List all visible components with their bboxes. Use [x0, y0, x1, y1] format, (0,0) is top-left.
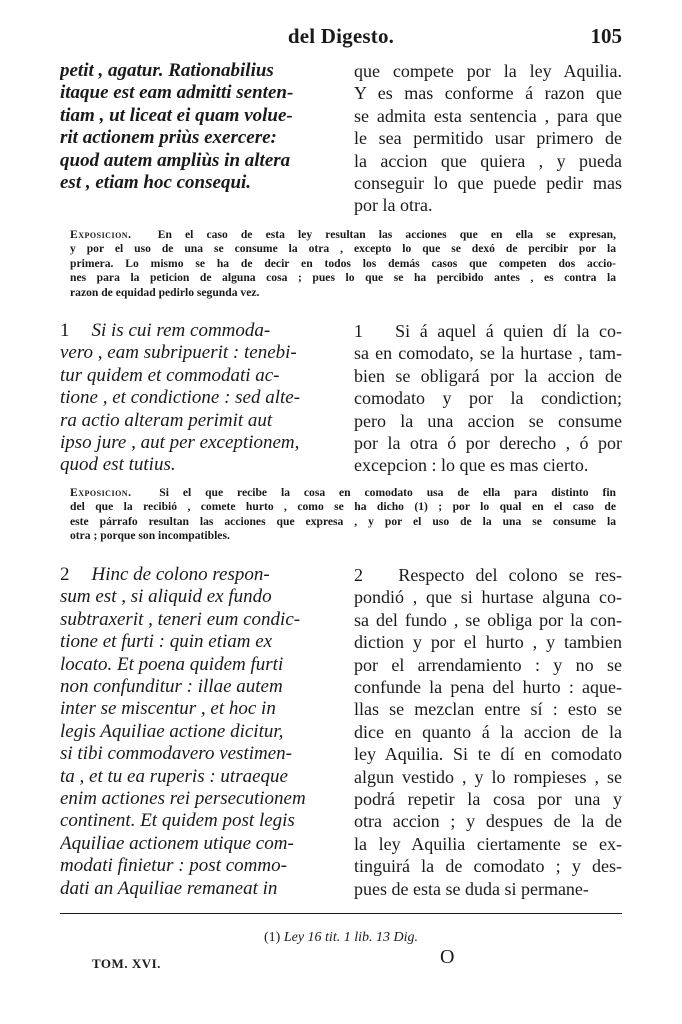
- latin-line: Si is cui rem commoda-: [91, 320, 271, 341]
- spanish-line: confunde la pena del hurto : aque-: [354, 677, 622, 698]
- spanish-line: bien se obligará por la accion de: [354, 365, 622, 386]
- paragraph-number: 1: [60, 320, 70, 341]
- spanish-column: [354, 564, 622, 900]
- latin-line: quod autem ampliùs in altera: [60, 149, 291, 171]
- exposicion-line: razon de equidad pedirlo segunda vez.: [70, 285, 260, 299]
- latin-line: quod est tutius.: [60, 454, 176, 476]
- spanish-line: diction y por el hurto , y tambien: [354, 632, 622, 653]
- latin-line: dati an Aquiliae remaneat in: [60, 877, 278, 899]
- latin-line: inter se miscentur , et hoc in: [60, 698, 276, 720]
- spanish-line: que compete por la ley Aquilia.: [354, 61, 622, 81]
- latin-column: [60, 564, 338, 900]
- spanish-line: por el arrendamiento : y no se: [354, 654, 622, 675]
- latin-line: continent. Et quidem post legis: [60, 810, 295, 832]
- page-number: 105: [590, 24, 622, 48]
- spanish-line: algun vestido , y lo rompieses , se: [354, 766, 622, 787]
- spanish-line: excepcion : lo que es mas cierto.: [354, 455, 589, 476]
- paragraph-number: 1: [354, 321, 363, 341]
- latin-line: tur quidem et commodati ac-: [60, 364, 280, 386]
- latin-line: tione et furti : quin etiam ex: [60, 631, 273, 653]
- latin-line: sum est , si aliquid ex fundo: [60, 586, 272, 608]
- spanish-line: Si á aquel á quien dí la co-: [395, 321, 622, 341]
- exposicion-line: este párrafo resultan las acciones que expresa , y por el uso de la una se consume la: [70, 514, 616, 528]
- latin-line: ra actio alteram perimit aut: [60, 409, 273, 431]
- latin-line: locato. Et poena quidem furti: [60, 653, 284, 675]
- spanish-line: Respecto del colono se res-: [398, 565, 622, 585]
- latin-line: ipso jure , aut per exceptionem,: [60, 432, 300, 454]
- spanish-line: sa del fundo , se obliga por la con-: [354, 609, 622, 630]
- footnote-text: Ley 16 tit. 1 lib. 13 Dig.: [283, 930, 418, 945]
- exposicion-line: nes para la peticion de alguna cosa ; pues lo que se ha percibido antes , es contra la: [70, 271, 616, 285]
- latin-line: Hinc de colono respon-: [91, 564, 270, 585]
- spanish-line: le sea permitido usar primero de: [354, 128, 622, 149]
- latin-line: tiam , ut liceat ei quam volue-: [60, 104, 293, 126]
- exposicion-note-1: [70, 228, 616, 300]
- latin-line: est , etiam hoc consequi.: [60, 172, 252, 194]
- footnote-mark: (1): [264, 930, 281, 945]
- latin-line: rit actionem priùs exercere:: [60, 127, 277, 149]
- signature-mark: O: [440, 946, 455, 968]
- spanish-line: comodato y por la condiction;: [354, 388, 622, 409]
- latin-line: itaque est eam admitti senten-: [60, 82, 294, 104]
- exposicion-label: Exposicion.: [70, 486, 132, 499]
- latin-line: enim actiones rei persecutionem: [60, 788, 306, 810]
- latin-line: non confunditur : illae autem: [60, 676, 283, 698]
- spanish-line: la accion que quiera , y pueda: [354, 150, 622, 171]
- exposicion-line: En el caso de esta ley resultan las acciones que en ella se expresan,: [157, 228, 616, 241]
- spanish-line: sa en comodato, se la hurtase , tam-: [354, 343, 622, 364]
- spanish-line: llas se mezclan entre sí : esto se: [354, 699, 622, 720]
- spanish-line: conseguir lo que puede pedir mas: [354, 173, 622, 194]
- latin-line: legis Aquiliae actione dicitur,: [60, 720, 284, 742]
- spanish-line: pero la una accion se consume: [354, 410, 622, 431]
- running-title: del Digesto.: [287, 24, 395, 48]
- spanish-line: por la otra ó por derecho , ó por: [354, 433, 622, 454]
- spanish-line: dice en quanto á la accion de la: [354, 721, 622, 742]
- latin-line: ta , et tu ea ruperis : utraeque: [60, 765, 288, 787]
- latin-line: subtraxerit , teneri eum condic-: [60, 608, 301, 630]
- spanish-line: pues de esta se duda si permane-: [354, 878, 589, 899]
- footnote-rule: [60, 913, 622, 914]
- exposicion-label: Exposicion.: [70, 228, 132, 241]
- spanish-line: Y es mas conforme á razon que: [354, 83, 622, 104]
- exposicion-line: primera. Lo mismo se ha de decir en todos los demás casos que competen dos accio-: [70, 256, 616, 270]
- spanish-line: tinguirá la de comodato ; y des-: [354, 856, 622, 877]
- paragraph-number: 2: [354, 565, 363, 585]
- exposicion-line: del que la recibió , comete hurto , como se ha dicho (1) ; por lo qual en el caso de: [70, 500, 616, 514]
- spanish-column: [354, 60, 622, 217]
- exposicion-note-2: [70, 486, 616, 544]
- spanish-column: [354, 320, 622, 477]
- latin-line: vero , eam subripuerit : tenebi-: [60, 342, 297, 364]
- spanish-line: por la otra.: [354, 195, 433, 216]
- spanish-line: ley Aquilia. Si te dí en comodato: [354, 744, 622, 765]
- latin-line: Aquiliae actionem utique com-: [60, 832, 294, 854]
- footnote: [0, 930, 682, 946]
- latin-line: si tibi commodavero vestimen-: [60, 743, 292, 765]
- latin-column: [60, 60, 338, 194]
- exposicion-line: y por el uso de una se consume la otra , excepto lo que se dexó de percibir por la: [70, 242, 616, 256]
- spanish-line: otra accion ; y despues de la de: [354, 811, 622, 832]
- latin-line: modati finietur : post commo-: [60, 855, 287, 877]
- spanish-line: la ley Aquilia ciertamente se ex-: [354, 833, 622, 854]
- exposicion-line: otra ; porque son incompatibles.: [70, 529, 230, 543]
- latin-line: tione , et condictione : sed alte-: [60, 387, 301, 409]
- exposicion-line: Si el que recibe la cosa en comodato usa de ella para distinto fin: [159, 486, 616, 499]
- latin-line: petit , agatur. Rationabilius: [60, 60, 274, 81]
- paragraph-number: 2: [60, 564, 70, 585]
- volume-label: TOM. XVI.: [92, 956, 161, 971]
- spanish-line: podrá repetir la cosa por una y: [354, 789, 622, 810]
- spanish-line: pondió , que si hurtase alguna co-: [354, 587, 622, 608]
- latin-column: [60, 320, 338, 477]
- spanish-line: se admita esta sentencia , para que: [354, 105, 622, 126]
